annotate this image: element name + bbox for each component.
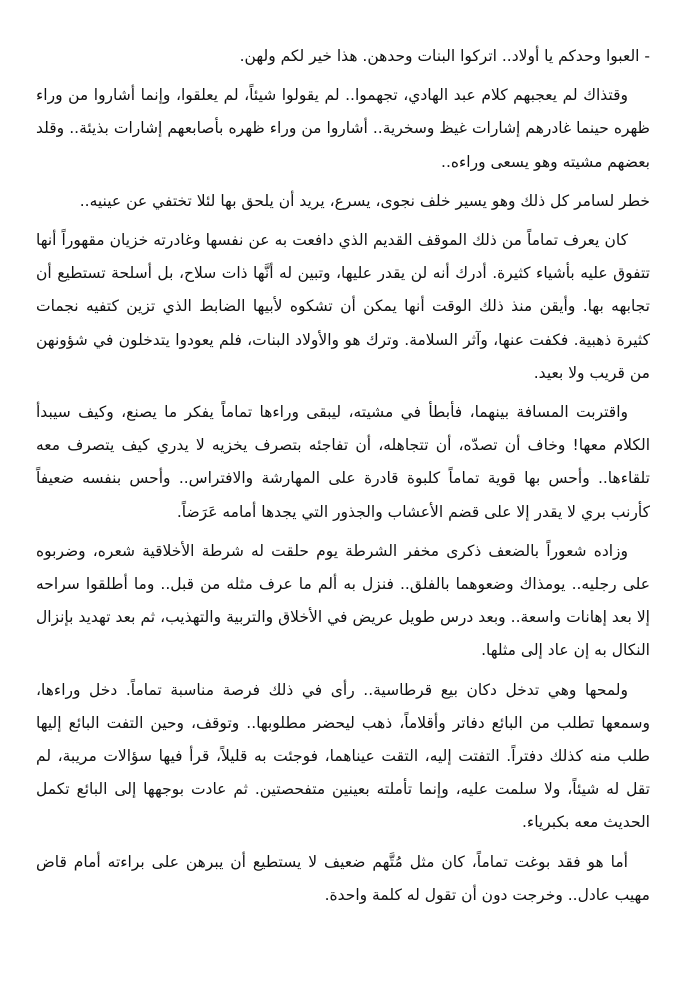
paragraph-7: ولمحها وهي تدخل دكان بيع قرطاسية.. رأى في ذلك فرصة مناسبة تماماً. دخل وراءها، وسمعها تطلب من البائع دفاتر وأقلاماً، ذهب ليحضر مطلوبها.. وتوقف، وحين التفت البائع إليها طلب منه كذلك دفتراً. التفتت إليه، التقت عيناهما، فوجئت به قليلاً، قرأ فيها سؤالات مريبة، لم تقل له شيئاً، ولا سلمت عليه، وإنما تأملته بعينين متفحصتين. ثم عادت بوجهها إلى البائع تكمل الحديث معه بكبرياء. [36, 680, 650, 832]
paragraph-1: - العبوا وحدكم يا أولاد.. اتركوا البنات وحدهن. هذا خير لكم ولهن. [239, 47, 650, 65]
paragraph-4: كان يعرف تماماً من ذلك الموقف القديم الذي دافعت به عن نفسها وغادرته خزيان مقهوراً أنها تتفوق عليه بأشياء كثيرة. أدرك أنه لن يقدر عليها، وتبين له أنَّها ذات سلاح، بل أسلحة تستطيع أن تجابهه بها. وأيقن منذ ذلك الوقت أنها يمكن أن تشكوه لأبيها الضابط الذي تزين كتفيه نجمات كثيرة ذهبية. فكفت عنها، وآثر السلامة. وترك هو والأولاد البنات، فلم يعودوا يتدخلون في شؤونهن من قريب ولا بعيد. [36, 231, 650, 382]
paragraph-5: واقتربت المسافة بينهما، فأبطأ في مشيته، ليبقى وراءها تماماً يفكر ما يصنع، وكيف سيبدأ الكلام معها! وخاف أن تصدّه، أن تتجاهله، أن تفاجئه بتصرف يخزيه لا يدري كيف يتصرف معه تلقاءها.. وأحس بها قوية تماماً كلبوة قادرة على المهارشة والافتراس.. وأحس بنفسه ضعيفاً كأرنب بري لا يقدر إلا على قضم الأعشاب والجذور التي يجدها أمامه عَرَضاً. [36, 403, 650, 521]
paragraph-2: وقتذاك لم يعجبهم كلام عبد الهادي، تجهموا.. لم يقولوا شيئاً، لم يعلقوا، وإنما أشاروا من وراء ظهره حينما غادرهم إشارات غيظ وسخرية.. أشاروا من وراء ظهره بأصابعهم إشارات بذيئة.. وقلد بعضهم مشيته وهو يسعى وراءه.. [36, 86, 650, 171]
paragraph-6: وزاده شعوراً بالضعف ذكرى مخفر الشرطة يوم حلقت له شرطة الأخلاقية شعره، وضربوه على رجليه.. يومذاك وضعوهما بالفلق.. فنزل به ألم ما عرف مثله من قبل.. وما أطلقوا سراحه إلا بعد إهانات واسعة.. وبعد درس طويل عريض في الأخلاق والتربية والتهذيب، ثم بعد تهديد بإنزال النكال به إن عاد إلى مثلها. [36, 541, 650, 660]
paragraph-8: أما هو فقد بوغت تماماً، كان مثل مُتَّهم ضعيف لا يستطيع أن يبرهن على براءته أمام قاض مهيب عادل.. وخرجت دون أن تقول له كلمة واحدة. [36, 852, 650, 904]
paragraph-3: خطر لسامر كل ذلك وهو يسير خلف نجوى، يسرع، يريد أن يلحق بها لئلا تختفي عن عينيه.. [79, 191, 650, 210]
